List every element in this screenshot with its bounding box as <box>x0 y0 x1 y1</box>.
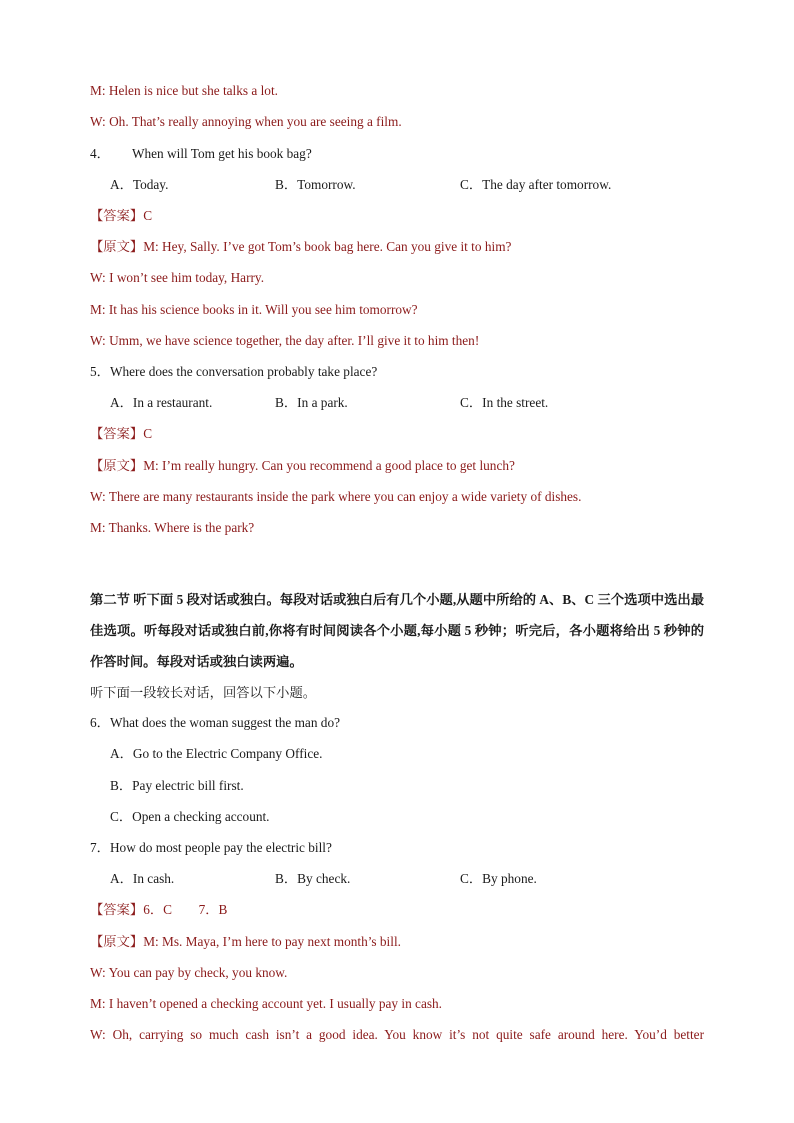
answer-line <box>90 425 152 443</box>
question-text: What does the woman suggest the man do? <box>109 715 341 730</box>
option-c: C．In the street. <box>460 395 549 410</box>
section-intro: 听下面一段较长对话，回答以下小题。 <box>90 685 317 700</box>
section-heading: 第二节 听下面 5 段对话或独白。每段对话或独白后有几个小题,从题中所给的 A、B、C 三个选项中选出最佳选项。听每段对话或独白前,你将有时间阅读各个小题,每小题 5 秒钟；听完后，各小题将给出 5 秒钟的作答时间。每段对话或独白读两遍。 <box>90 592 704 669</box>
transcript-line: W: I won’t see him today, Harry. <box>90 270 265 285</box>
question-number: 5． <box>90 364 110 379</box>
answer-value: C <box>143 426 153 441</box>
option-a: A．Today. <box>110 177 169 192</box>
transcript-line: W: Umm, we have science together, the day after. I’ll give it to him then! <box>90 333 480 348</box>
transcript-line: M: Ms. Maya, I’m here to pay next month’s bill. <box>143 934 401 949</box>
question-6 <box>90 714 340 732</box>
question-number: 6． <box>90 715 110 730</box>
transcript-line: W: There are many restaurants inside the park where you can enjoy a wide variety of dishes. <box>90 489 582 504</box>
source-tag: 【原文】 <box>90 458 144 473</box>
option-c: C．By phone. <box>460 871 537 886</box>
answer-tag: 【答案】 <box>90 902 144 917</box>
transcript-line: W: Oh, carrying so much cash isn’t a good idea. You know it’s not quite safe around here. You’d better <box>90 1027 704 1042</box>
transcript-line: W: Oh. That’s really annoying when you are seeing a film. <box>90 114 402 129</box>
option-a: A．In a restaurant. <box>110 395 213 410</box>
answer-tag: 【答案】 <box>90 426 144 441</box>
source-tag: 【原文】 <box>90 934 144 949</box>
question-5 <box>90 363 377 381</box>
question-text: When will Tom get his book bag? <box>131 146 312 161</box>
source-line <box>90 933 401 951</box>
transcript-line: M: I’m really hungry. Can you recommend a good place to get lunch? <box>143 458 515 473</box>
answer-value: 6．C 7．B <box>143 902 228 917</box>
question-7 <box>90 839 332 857</box>
transcript-line: M: I haven’t opened a checking account yet. I usually pay in cash. <box>90 996 443 1011</box>
source-line <box>90 457 515 475</box>
transcript-line: W: You can pay by check, you know. <box>90 965 288 980</box>
option-b: B．Tomorrow. <box>275 177 356 192</box>
source-tag: 【原文】 <box>90 239 144 254</box>
answer-line <box>90 207 152 225</box>
question-number: 7． <box>90 840 110 855</box>
question-4 <box>90 145 312 163</box>
option-b: B．In a park. <box>275 395 348 410</box>
option-a: A．Go to the Electric Company Office. <box>110 746 323 761</box>
option-a: A．In cash. <box>110 871 175 886</box>
question-text: Where does the conversation probably take place? <box>109 364 378 379</box>
question-text: How do most people pay the electric bill? <box>109 840 332 855</box>
option-c: C．The day after tomorrow. <box>460 177 612 192</box>
option-c: C．Open a checking account. <box>110 809 270 824</box>
answer-line <box>90 901 227 919</box>
answer-tag: 【答案】 <box>90 208 144 223</box>
transcript-line: M: It has his science books in it. Will you see him tomorrow? <box>90 302 418 317</box>
answer-value: C <box>143 208 153 223</box>
question-number: 4． <box>90 146 110 161</box>
transcript-line: M: Thanks. Where is the park? <box>90 520 255 535</box>
source-line <box>90 238 511 256</box>
option-b: B．By check. <box>275 871 351 886</box>
transcript-line: M: Helen is nice but she talks a lot. <box>90 83 278 98</box>
option-b: B．Pay electric bill first. <box>110 778 244 793</box>
transcript-line: M: Hey, Sally. I’ve got Tom’s book bag here. Can you give it to him? <box>143 239 512 254</box>
